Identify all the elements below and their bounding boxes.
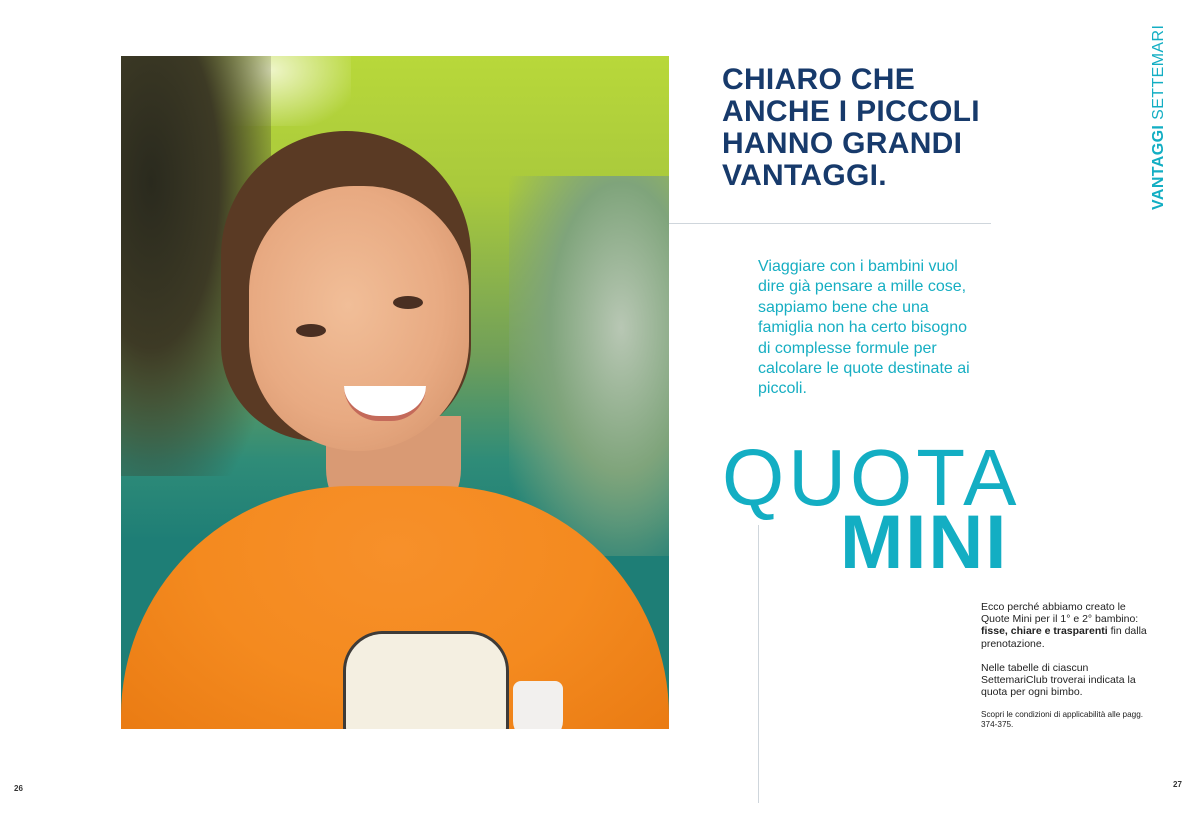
section-label-light: SETTEMARI [1150,24,1167,125]
conditions-note: Scopri le condizioni di applicabilità alle pagg. 374-375. [981,710,1144,730]
section-label-bold: VANTAGGI [1150,124,1167,210]
section-label [1142,24,1176,210]
body-paragraph-2: Nelle tabelle di ciascun SettemariClub troverai indicata la quota per ogni bimbo. [981,661,1136,699]
body-paragraph-1 [981,601,1151,650]
vertical-divider [758,525,759,803]
quota-heading: QUOTA [722,433,1021,522]
photo-background-right [509,176,669,556]
body-text [981,601,1151,730]
intro-text: Viaggiare con i bambini vuol dire già pensare a mille cose, sappiamo bene che una famiglia non ha certo bisogno di complesse formule per calcolare le quote destinate ai piccoli. [758,258,970,398]
headline: CHIARO CHE ANCHE I PICCOLI HANNO GRANDI VANTAGGI. [722,63,980,192]
body-p1-end: fin dalla prenotazione. [981,625,1147,650]
body-p1-start: Ecco perché abbiamo creato le Quote Mini per il 1° e 2° bambino: [981,601,1139,626]
photo-right-eye [393,296,423,309]
page-number-left: 26 [14,784,23,793]
hero-photo [121,56,669,729]
page-number-right: 27 [1173,780,1182,789]
mini-heading: MINI [840,500,1009,585]
section-label-text [1142,24,1176,210]
photo-left-eye [296,324,326,337]
photo-shirt-logo-2 [513,681,563,729]
photo-shirt-logo [343,631,509,729]
body-p1-bold: fisse, chiare e trasparenti [981,625,1108,638]
horizontal-divider [669,223,991,224]
